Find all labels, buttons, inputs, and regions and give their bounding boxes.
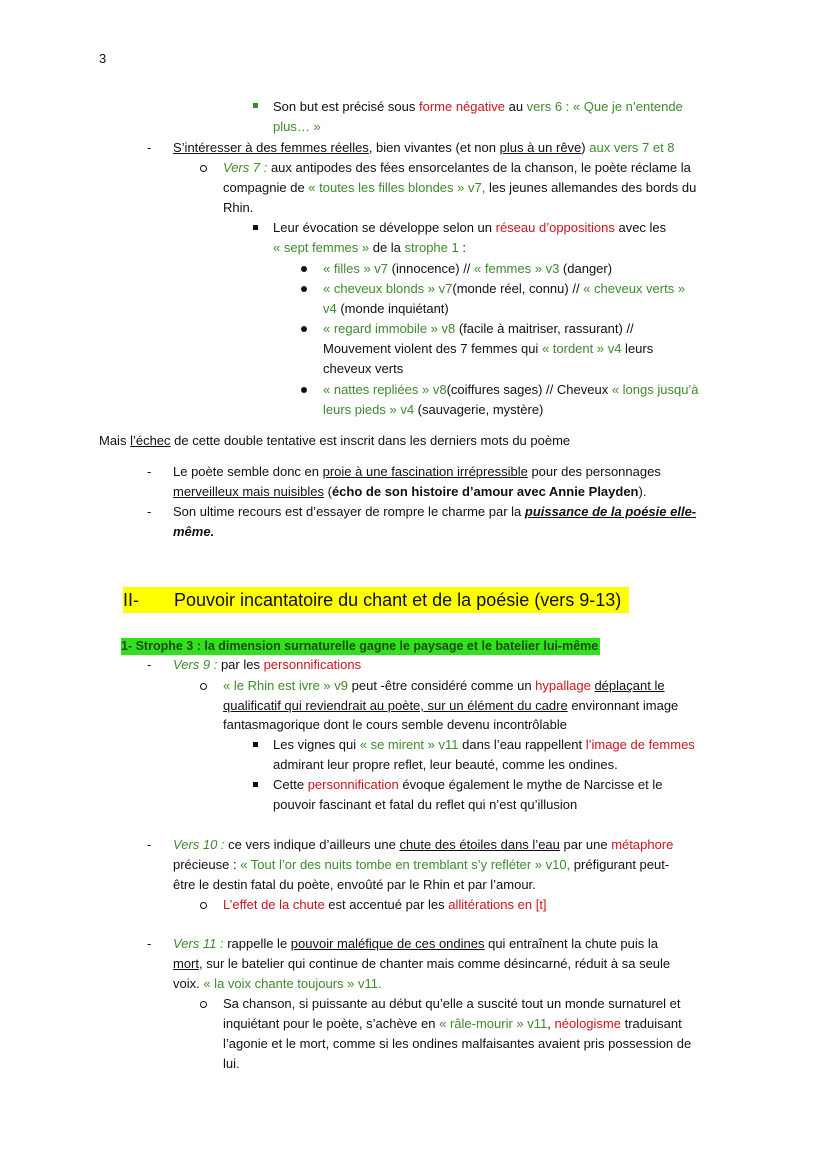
list-item-continuation: être le destin fatal du poète, envoûté par le Rhin et par l’amour. [173,877,536,892]
square-bullet-icon [253,742,258,747]
list-item-continuation: précieuse : « Tout l’or des nuits tombe en tremblant s’y refléter » v10, préfigurant peut- [173,857,670,872]
list-item: Vers 11 : rappelle le pouvoir maléfique de ces ondines qui entraînent la chute puis la [173,936,658,951]
list-item-continuation: voix. « la voix chante toujours » v11. [173,976,382,991]
square-bullet-icon [253,103,258,108]
list-item-continuation: mort, sur le batelier qui continue de chanter mais comme désincarné, réduit à sa seule [173,956,671,971]
list-item-continuation: « sept femmes » de la strophe 1 : [273,240,466,255]
list-item: Vers 10 : ce vers indique d’ailleurs une chute des étoiles dans l’eau par une métaphore [173,837,674,852]
section-title: Pouvoir incantatoire du chant et de la poésie (vers 9-13) [174,590,622,610]
list-item: S’intéresser à des femmes réelles, bien vivantes (et non plus à un rêve) aux vers 7 et 8 [173,140,675,155]
list-item: Vers 9 : par les personnifications [173,657,362,672]
list-item-continuation: pouvoir fascinant et fatal du reflet qui n’est qu’illusion [273,797,578,812]
list-item-continuation: leurs pieds » v4 (sauvagerie, mystère) [323,402,544,417]
round-bullet-icon [301,266,307,272]
square-bullet-icon [253,782,258,787]
subsection-heading: 1- Strophe 3 : la dimension surnaturelle gagne le paysage et le batelier lui-même [121,639,599,653]
dash-bullet-icon: - [147,464,152,479]
dash-bullet-icon: - [147,504,152,519]
list-item-continuation: inquiétant pour le poète, s’achève en « râle-mourir » v11, néologisme traduisant [223,1016,682,1031]
list-item: L’effet de la chute est accentué par les allitérations en [t] [223,897,547,912]
round-bullet-icon [301,387,307,393]
list-item-continuation: merveilleux mais nuisibles (écho de son histoire d’amour avec Annie Playden). [173,484,647,499]
list-item: « le Rhin est ivre » v9 peut -être considéré comme un hypallage déplaçant le [223,678,665,693]
page-number: 3 [99,51,107,66]
list-item-continuation: Rhin. [223,200,254,215]
list-item-continuation: v4 (monde inquiétant) [323,301,449,316]
list-item: « cheveux blonds » v7(monde réel, connu) // « cheveux verts » [323,281,686,296]
list-item-continuation: lui. [223,1056,240,1071]
list-item: Sa chanson, si puissante au début qu’elle a suscité tout un monde surnaturel et [223,996,681,1011]
list-item-continuation: plus… » [273,119,321,134]
section-number: II- [123,590,139,610]
list-item: Leur évocation se développe selon un réseau d’oppositions avec les [273,220,667,235]
paragraph: Mais l’échec de cette double tentative est inscrit dans les derniers mots du poème [99,433,571,448]
list-item: Son ultime recours est d’essayer de rompre le charme par la puissance de la poésie elle- [173,504,697,519]
list-item: Vers 7 : aux antipodes des fées ensorcelantes de la chanson, le poète réclame la [223,160,691,175]
dash-bullet-icon: - [147,657,152,672]
list-item: Les vignes qui « se mirent » v11 dans l’eau rappellent l’image de femmes [273,737,695,752]
list-item: Cette personnification évoque également le mythe de Narcisse et le [273,777,663,792]
list-item-continuation: qualificatif qui reviendrait au poète, sur un élément du cadre environnant image [223,698,679,713]
circle-bullet-icon [200,683,207,690]
circle-bullet-icon [200,1001,207,1008]
section-heading [123,587,629,613]
dash-bullet-icon: - [147,140,152,155]
list-item-continuation: l’agonie et le mort, comme si les ondines malfaisantes avaient pris possession de [223,1036,692,1051]
list-item: « nattes repliées » v8(coiffures sages) // Cheveux « longs jusqu’à [323,382,699,397]
dash-bullet-icon: - [147,936,152,951]
list-item-continuation: Mouvement violent des 7 femmes qui « tordent » v4 leurs [323,341,654,356]
circle-bullet-icon [200,165,207,172]
round-bullet-icon [301,286,307,292]
circle-bullet-icon [200,902,207,909]
round-bullet-icon [301,326,307,332]
list-item-continuation: cheveux verts [323,361,404,376]
list-item-continuation: fantasmagorique dont le cours semble devenu incontrôlable [223,717,567,732]
list-item: Son but est précisé sous forme négative au vers 6 : « Que je n’entende [273,99,683,114]
list-item: « filles » v7 (innocence) // « femmes » v3 (danger) [323,261,613,276]
list-item-continuation: admirant leur propre reflet, leur beauté, comme les ondines. [273,757,618,772]
list-item-continuation: compagnie de « toutes les filles blondes » v7, les jeunes allemandes des bords du [223,180,697,195]
dash-bullet-icon: - [147,837,152,852]
list-item: « regard immobile » v8 (facile à maitriser, rassurant) // [323,321,634,336]
square-bullet-icon [253,225,258,230]
list-item: Le poète semble donc en proie à une fascination irrépressible pour des personnages [173,464,661,479]
list-item-continuation: même. [173,524,215,539]
